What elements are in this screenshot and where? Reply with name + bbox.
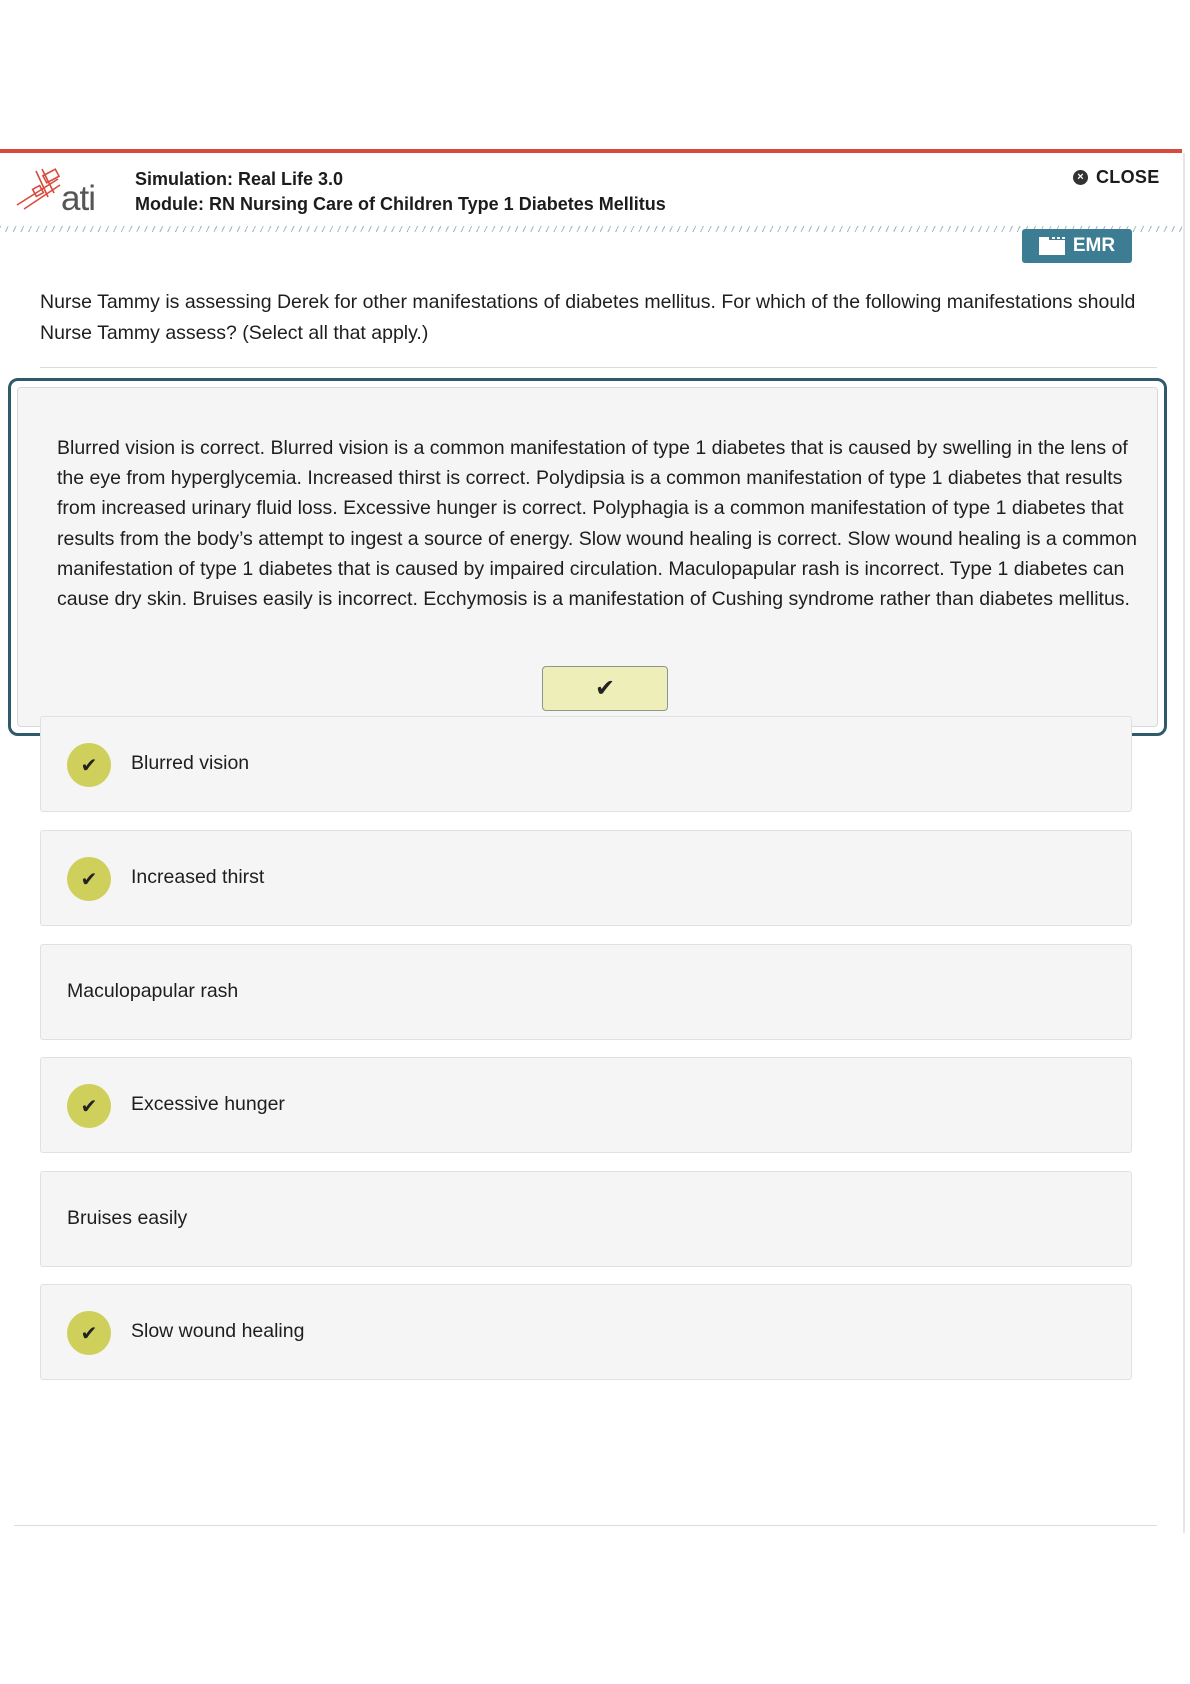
option-label: Excessive hunger: [131, 1093, 285, 1115]
answer-option-bruises-easily[interactable]: [40, 1171, 1132, 1267]
simulation-app: [0, 149, 1186, 1534]
module-title: Module: RN Nursing Care of Children Type 1 Diabetes Mellitus: [135, 194, 666, 214]
header: [0, 153, 1182, 229]
answer-option-blurred-vision[interactable]: [40, 716, 1132, 812]
selected-check-icon: ✔: [67, 857, 111, 901]
feedback-panel: [8, 378, 1167, 736]
option-label: Increased thirst: [131, 866, 265, 888]
feedback-body: [17, 387, 1158, 727]
question-text: Nurse Tammy is assessing Derek for other manifestations of diabetes mellitus. For which of the following manifestations should Nurse Tammy assess? (Select all that apply.): [40, 291, 1136, 344]
selected-check-icon: ✔: [67, 1311, 111, 1355]
answer-option-excessive-hunger[interactable]: [40, 1057, 1132, 1153]
option-label: Maculopapular rash: [67, 980, 239, 1002]
option-label: Slow wound healing: [131, 1320, 305, 1342]
right-scroll-edge: [1183, 153, 1185, 1533]
folder-icon: [1039, 237, 1065, 255]
emr-button[interactable]: [1022, 229, 1132, 263]
question-divider: [40, 367, 1157, 368]
answer-option-slow-wound-healing[interactable]: [40, 1284, 1132, 1380]
footer-divider: [14, 1525, 1157, 1526]
selected-check-icon: ✔: [67, 1084, 111, 1128]
close-label: CLOSE: [1096, 167, 1160, 187]
simulation-title: Simulation: Real Life 3.0: [135, 169, 344, 189]
selected-check-icon: ✔: [67, 743, 111, 787]
answer-option-increased-thirst[interactable]: [40, 830, 1132, 926]
close-button[interactable]: [1073, 167, 1160, 188]
close-circle-icon: ×: [1073, 170, 1088, 185]
option-label: Bruises easily: [67, 1207, 188, 1229]
logo-text: ati: [61, 179, 95, 218]
header-divider: [0, 226, 1182, 232]
option-label: Blurred vision: [131, 752, 250, 774]
checkmark-icon: ✔: [594, 675, 616, 702]
answer-option-maculopapular-rash[interactable]: [40, 944, 1132, 1040]
feedback-text: Blurred vision is correct. Blurred vision is a common manifestation of type 1 diabetes that is caused by swelling in the lens of the eye from hyperglycemia. Increased thirst is correct. Polydipsia is a common manifestation of type 1 diabetes that results from increased urinary fluid loss. Excessive hunger is correct. Polyphagia is a common manifestation of type 1 diabetes that results from the body’s attempt to ingest a source of energy. Slow wound healing is correct. Slow wound healing is a common manifestation of type 1 diabetes that is caused by impaired circulation. Maculopapular rash is incorrect. Type 1 diabetes can cause dry skin. Bruises easily is incorrect. Ecchymosis is a manifestation of Cushing syndrome rather than diabetes mellitus.: [57, 437, 1137, 611]
confirm-button[interactable]: [542, 666, 668, 711]
ati-logo: [14, 167, 114, 219]
emr-label: EMR: [1072, 235, 1116, 256]
